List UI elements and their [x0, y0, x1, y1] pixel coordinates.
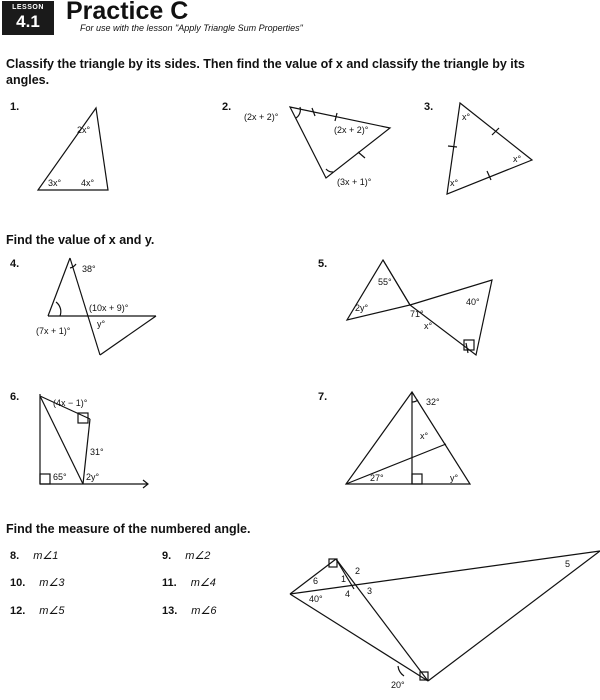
fig3-label-right: x° [513, 154, 522, 164]
page-title: Practice C [66, 0, 189, 25]
fig5-label-55: 55° [378, 277, 392, 287]
lesson-word: LESSON [12, 4, 44, 11]
answer-13-number: 13. [162, 605, 178, 617]
fig7-label-32: 32° [426, 397, 440, 407]
fig6-label-2y: 2y° [86, 472, 100, 482]
fig3-angle-4: 4 [345, 589, 351, 599]
fig1-label-2x: 2x° [77, 125, 91, 135]
fig4-label-7x: (7x + 1)° [36, 326, 71, 336]
fig3-angle-3: 3 [367, 586, 373, 596]
fig5-label-71: 71° [410, 309, 424, 319]
page-subtitle: For use with the lesson "Apply Triangle Sum Properties" [80, 23, 303, 33]
fig6-label-65: 65° [53, 472, 67, 482]
fig4-label-10x: (10x + 9)° [89, 303, 129, 313]
fig3-angle-5: 5 [565, 559, 571, 569]
answer-8-text: m∠1 [33, 550, 59, 562]
section1-instruction: Classify the triangle by its sides. Then find the value of x and classify the triangle by its angles. [6, 57, 525, 87]
fig3-angle-1: 1 [341, 574, 347, 584]
fig3-label-top: x° [462, 112, 471, 122]
section3-instruction: Find the measure of the numbered angle. [6, 522, 251, 536]
fig7-label-x: x° [420, 431, 429, 441]
fig1-label-3x: 3x° [48, 178, 62, 188]
answer-13-text: m∠6 [191, 605, 217, 617]
fig2-label-right: (2x + 2)° [334, 125, 369, 135]
answer-10-text: m∠3 [39, 577, 65, 589]
problem-5-number: 5. [318, 258, 328, 270]
answer-8-number: 8. [10, 550, 20, 562]
fig7-label-y: y° [450, 473, 459, 483]
figure-7-figure [346, 392, 470, 484]
problem-1-number: 1. [10, 101, 20, 113]
fig6-label-31: 31° [90, 447, 104, 457]
answer-12-number: 12. [10, 605, 26, 617]
fig1-label-4x: 4x° [81, 178, 95, 188]
fig6-label-4x: (4x − 1)° [53, 398, 88, 408]
fig3-angle-40: 40° [309, 594, 323, 604]
fig3-angle-20: 20° [391, 680, 405, 690]
problem-4-number: 4. [10, 258, 20, 270]
fig2-label-bottom: (3x + 1)° [337, 177, 372, 187]
fig2-label-top-left: (2x + 2)° [244, 112, 279, 122]
fig3-angle-6: 6 [313, 576, 319, 586]
fig5-label-x: x° [424, 321, 433, 331]
fig5-label-40: 40° [466, 297, 480, 307]
figure-3-triangle [447, 103, 532, 194]
fig4-label-38: 38° [82, 264, 96, 274]
problem-2-number: 2. [222, 101, 232, 113]
fig3-angle-2: 2 [355, 566, 361, 576]
problem-6-number: 6. [10, 391, 20, 403]
numbered-angle-figure [290, 551, 600, 681]
fig7-label-27: 27° [370, 473, 384, 483]
lesson-number: 4.1 [16, 12, 40, 31]
answer-10-number: 10. [10, 577, 26, 589]
answer-9-number: 9. [162, 550, 172, 562]
section2-instruction: Find the value of x and y. [6, 233, 155, 247]
figure-2-triangle [290, 107, 390, 178]
fig5-label-2y: 2y° [355, 303, 369, 313]
answer-9-text: m∠2 [185, 550, 211, 562]
answer-11-text: m∠4 [190, 577, 216, 589]
fig3-label-left: x° [450, 178, 459, 188]
answer-11-number: 11. [162, 577, 177, 589]
fig4-label-y: y° [97, 319, 106, 329]
answer-12-text: m∠5 [39, 605, 65, 617]
problem-3-number: 3. [424, 101, 434, 113]
problem-7-number: 7. [318, 391, 328, 403]
figure-5-figure [347, 260, 492, 355]
